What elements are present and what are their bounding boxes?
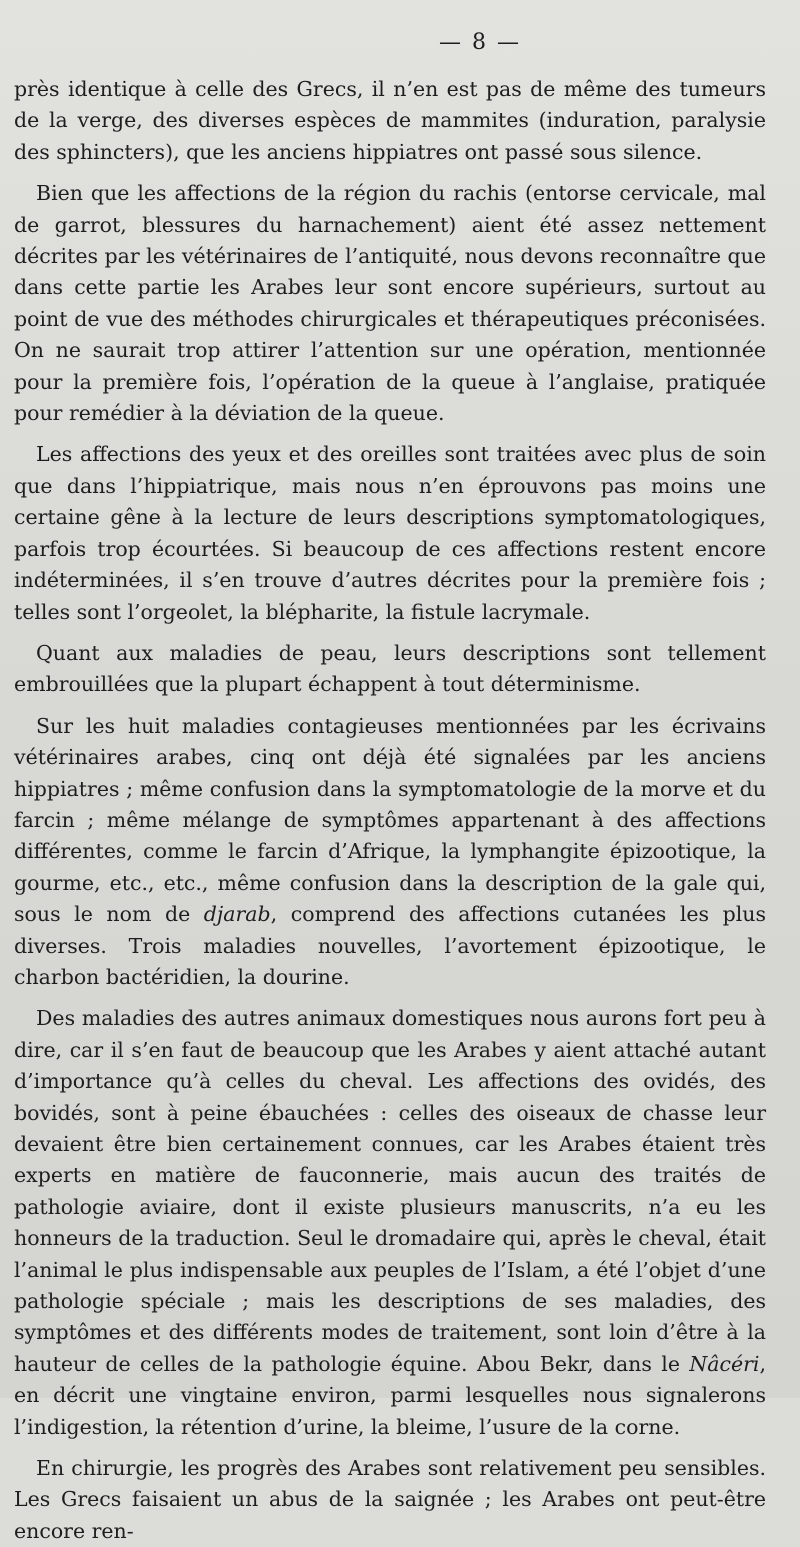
paragraph-other-animals xyxy=(14,1003,766,1443)
page-number: — 8 — xyxy=(439,30,521,55)
paragraph-rachis xyxy=(14,178,766,429)
paragraph-skin-diseases xyxy=(14,638,766,701)
paragraph-eyes-ears xyxy=(14,439,766,627)
paragraph-text: Bien que les affections de la région du rachis (entorse cervicale, mal de garrot, blessures du harnachement) aient été assez nettement décrites par les vétérinaires de l’antiquité, nous devons reconnaître que dans cette partie les Arabes leur sont encore supérieurs, surtout au point de vue des méthodes chirurgicales et thérapeutiques préconisées. On ne saurait trop attirer l’attention sur une opération, mentionnée pour la première fois, l’opération de la queue à l’anglaise, pratiquée pour remédier à la déviation de la queue. xyxy=(14,181,766,426)
paragraph-surgery xyxy=(14,1453,766,1547)
italic-term: djarab xyxy=(203,902,271,927)
paragraph-text: , comprend des affections cutanées les plus diverses. Trois maladies nouvelles, l’avortement épizootique, le charbon bactéridien, la dourine. xyxy=(14,902,766,989)
paragraph-text: , en décrit une vingtaine environ, parmi lesquelles nous signalerons l’indigestion, la rétention d’urine, la bleime, l’usure de la corne. xyxy=(14,1351,766,1439)
paragraph-continuation xyxy=(14,74,766,168)
paragraph-text: Des maladies des autres animaux domestiques nous aurons fort peu à dire, car il s’en faut de beaucoup que les Arabes y aient attaché autant d’importance qu’à celles du cheval. Les affections des ovidés, des bovidés, sont à peine ébauchées : celles des oiseaux de chasse leur devaient être bien certainement connues, car les Arabes étaient très experts en matière de fauconnerie, mais aucun des traités de pathologie aviaire, dont il existe plusieurs manuscrits, n’a eu les honneurs de la traduction. Seul le dromadaire qui, après le cheval, était l’animal le plus indispensable aux peuples de l’Islam, a été l’objet d’une pathologie spéciale ; mais les descriptions de ses maladies, des symptômes et des différents modes de traitement, sont loin d’être à la hauteur de celles de la pathologie équine. Abou Bekr, dans le xyxy=(14,1006,766,1376)
italic-title: Nâcéri xyxy=(689,1351,760,1376)
paragraph-text: Sur les huit maladies contagieuses mentionnées par les écrivains vétérinaires arabes, cinq ont déjà été signalées par les anciens hippiatres ; même confusion dans la symptomatologie de la morve et du farcin ; même mélange de symptômes appartenant à des affections différentes, comme le farcin d’Afrique, la lymphangite épizootique, la gourme, etc., etc., même confusion dans la description de la gale qui, sous le nom de xyxy=(14,713,766,927)
paragraph-text: près identique à celle des Grecs, il n’en est pas de même des tumeurs de la verge, des diverses espèces de mammites (induration, paralysie des sphincters), que les anciens hippiatres ont passé sous silence. xyxy=(14,77,766,164)
paragraph-text: Quant aux maladies de peau, leurs descriptions sont tellement embrouillées que la plupart échappent à tout déterminisme. xyxy=(14,640,766,697)
paragraph-contagious-diseases xyxy=(14,711,766,994)
paragraph-text: En chirurgie, les progrès des Arabes sont relativement peu sensibles. Les Grecs faisaient un abus de la saignée ; les Arabes ont peut-être encore ren- xyxy=(14,1456,766,1543)
paragraph-text: Les affections des yeux et des oreilles sont traitées avec plus de soin que dans l’hippiatrique, mais nous n’en éprouvons pas moins une certaine gêne à la lecture de leurs descriptions symptomatologiques, parfois trop écourtées. Si beaucoup de ces affections restent encore indéterminées, il s’en trouve d’autres décrites pour la première fois ; telles sont l’orgeolet, la blépharite, la fistule lacrymale. xyxy=(14,442,766,624)
